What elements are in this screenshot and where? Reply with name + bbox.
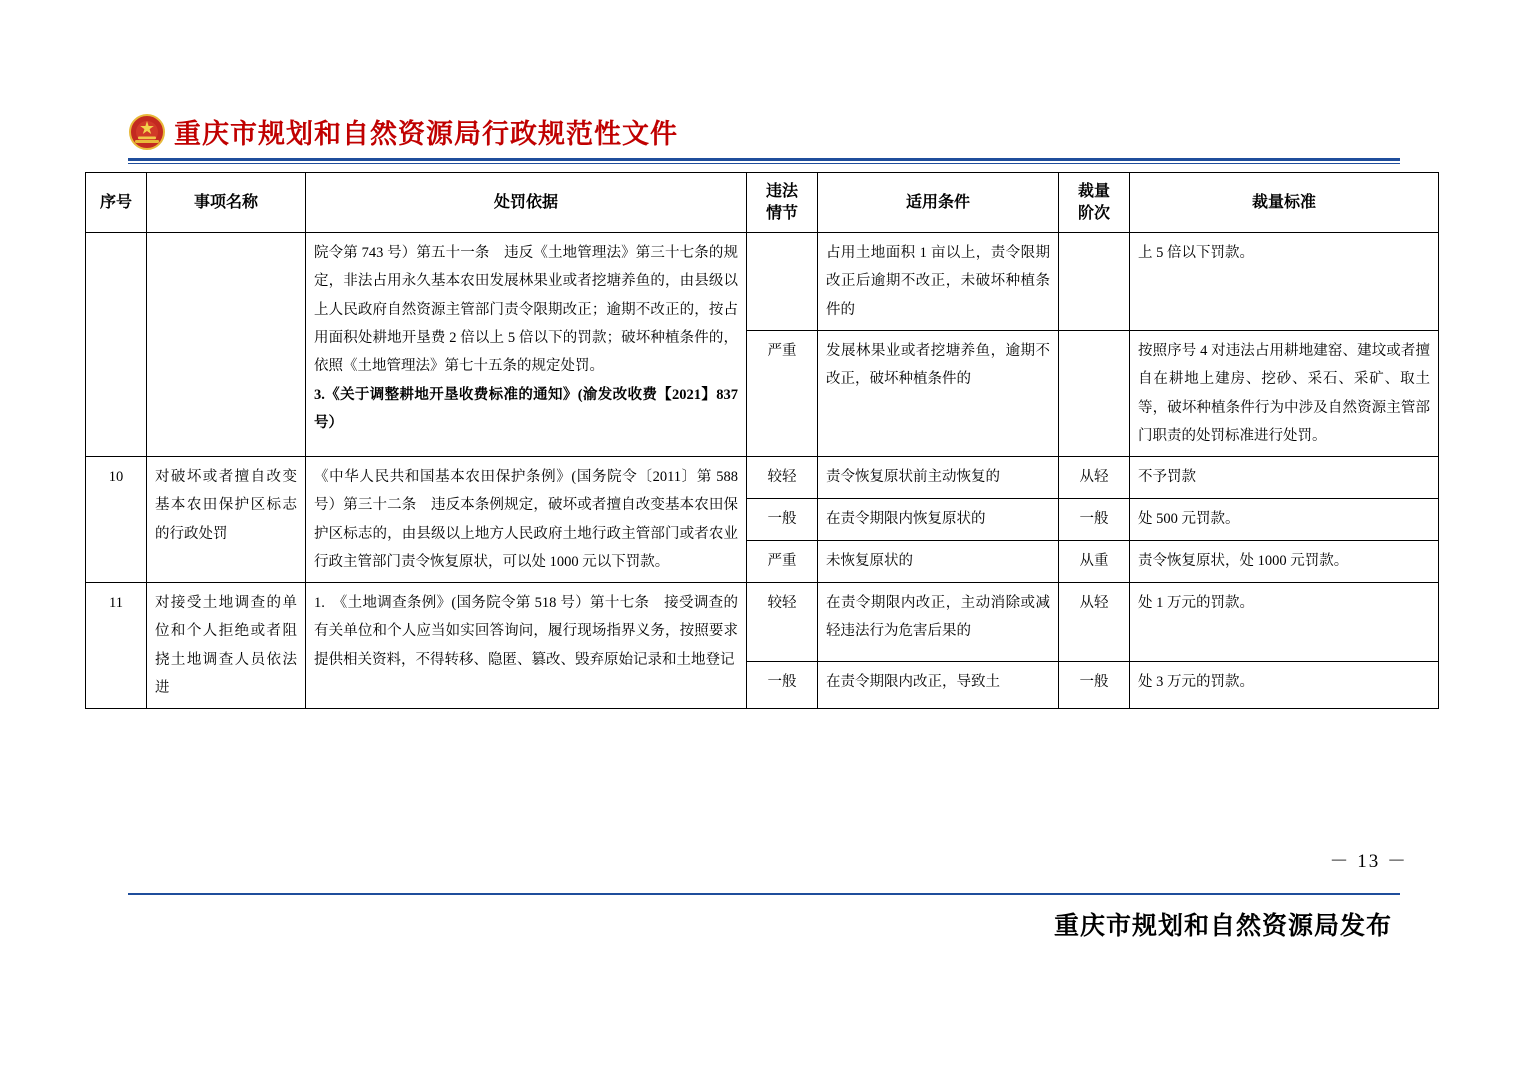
cell-basis <box>306 583 747 709</box>
document-header <box>128 112 1398 151</box>
national-emblem-icon <box>128 113 166 151</box>
col-header-seq: 序号 <box>86 173 147 233</box>
cell-condition: 占用土地面积 1 亩以上，责令限期改正后逾期不改正，未破坏种植条件的 <box>818 233 1059 331</box>
table-row <box>86 233 1439 331</box>
col-header-level <box>1059 173 1130 233</box>
cell-condition: 在责令期限内改正，导致土 <box>818 662 1059 709</box>
cell-item-name <box>147 233 306 457</box>
cell-seq: 11 <box>86 583 147 709</box>
col-header-severity <box>747 173 818 233</box>
cell-severity: 一般 <box>747 499 818 541</box>
cell-condition: 在责令期限内改正，主动消除或减轻违法行为危害后果的 <box>818 583 1059 662</box>
page-title: 重庆市规划和自然资源局行政规范性文件 <box>174 119 678 149</box>
header-divider <box>128 158 1400 161</box>
cell-condition: 责令恢复原状前主动恢复的 <box>818 457 1059 499</box>
col-header-level-line2: 阶次 <box>1077 204 1110 222</box>
cell-seq <box>86 233 147 457</box>
footer-divider <box>128 893 1400 895</box>
cell-severity: 一般 <box>747 662 818 709</box>
cell-condition: 未恢复原状的 <box>818 541 1059 583</box>
table-row <box>86 457 1439 499</box>
cell-standard: 责令恢复原状，处 1000 元罚款。 <box>1130 541 1439 583</box>
cell-level: 一般 <box>1059 662 1130 709</box>
header-divider-thin <box>128 163 1400 164</box>
col-header-severity-line2: 情节 <box>765 204 798 222</box>
cell-severity: 较轻 <box>747 457 818 499</box>
publisher-text: 重庆市规划和自然资源局发布 <box>1053 913 1392 940</box>
basis-paragraph-2: 3.《关于调整耕地开垦收费标准的通知》(渝发改收费【2021】837 号） <box>314 386 738 431</box>
cell-standard: 处 3 万元的罚款。 <box>1130 662 1439 709</box>
cell-item-name: 对接受土地调查的单位和个人拒绝或者阻挠土地调查人员依法进 <box>147 583 306 709</box>
discretion-standards-table <box>85 172 1439 709</box>
cell-severity: 严重 <box>747 330 818 456</box>
cell-condition: 在责令期限内恢复原状的 <box>818 499 1059 541</box>
basis-paragraph-1: 《中华人民共和国基本农田保护条例》(国务院令〔2011〕第 588 号）第三十二条 违反本条例规定，破坏或者擅自改变基本农田保护区标志的，由县级以上地方人民政府土地行政主管部门或者农业行政主管部门责令恢复原状，可以处 1000 元以下罚款。 <box>314 469 738 570</box>
cell-condition: 发展林果业或者挖塘养鱼，逾期不改正，破坏种植条件的 <box>818 330 1059 456</box>
cell-item-name: 对破坏或者擅自改变基本农田保护区标志的行政处罚 <box>147 457 306 583</box>
col-header-condition: 适用条件 <box>818 173 1059 233</box>
cell-level: 从重 <box>1059 541 1130 583</box>
col-header-level-line1: 裁量 <box>1077 183 1110 200</box>
cell-standard: 不予罚款 <box>1130 457 1439 499</box>
cell-level: 从轻 <box>1059 457 1130 499</box>
cell-level <box>1059 233 1130 331</box>
col-header-item: 事项名称 <box>147 173 306 233</box>
cell-severity: 严重 <box>747 541 818 583</box>
cell-severity <box>747 233 818 331</box>
cell-standard: 上 5 倍以下罚款。 <box>1130 233 1439 331</box>
cell-seq: 10 <box>86 457 147 583</box>
col-header-standard: 裁量标准 <box>1130 173 1439 233</box>
cell-standard: 按照序号 4 对违法占用耕地建窑、建坟或者擅自在耕地上建房、挖砂、采石、采矿、取土等，破坏种植条件行为中涉及自然资源主管部门职责的处罚标准进行处罚。 <box>1130 330 1439 456</box>
cell-standard: 处 500 元罚款。 <box>1130 499 1439 541</box>
cell-level: 从轻 <box>1059 583 1130 662</box>
table-row <box>86 583 1439 662</box>
basis-paragraph-1: 院令第 743 号）第五十一条 违反《土地管理法》第三十七条的规定，非法占用永久基本农田发展林果业或者挖塘养鱼的，由县级以上人民政府自然资源主管部门责令限期改正；逾期不改正的，按占用面积处耕地开垦费 2 倍以上 5 倍以下的罚款；破坏种植条件的，依照《土地管理法》第七十五条的规定处罚。 <box>314 245 738 375</box>
cell-basis <box>306 233 747 457</box>
col-header-severity-line1: 违法 <box>765 183 798 200</box>
cell-standard: 处 1 万元的罚款。 <box>1130 583 1439 662</box>
cell-level <box>1059 330 1130 456</box>
cell-basis <box>306 457 747 583</box>
basis-paragraph-1: 1. 《土地调查条例》(国务院令第 518 号）第十七条 接受调查的有关单位和个人应当如实回答询问，履行现场指界义务，按照要求提供相关资料，不得转移、隐匿、篡改、毁弃原始记录和土地登记 <box>314 595 738 668</box>
table-header-row <box>86 173 1439 233</box>
cell-severity: 较轻 <box>747 583 818 662</box>
col-header-basis: 处罚依据 <box>306 173 747 233</box>
cell-level: 一般 <box>1059 499 1130 541</box>
page-number: － 13 － <box>1329 851 1408 872</box>
